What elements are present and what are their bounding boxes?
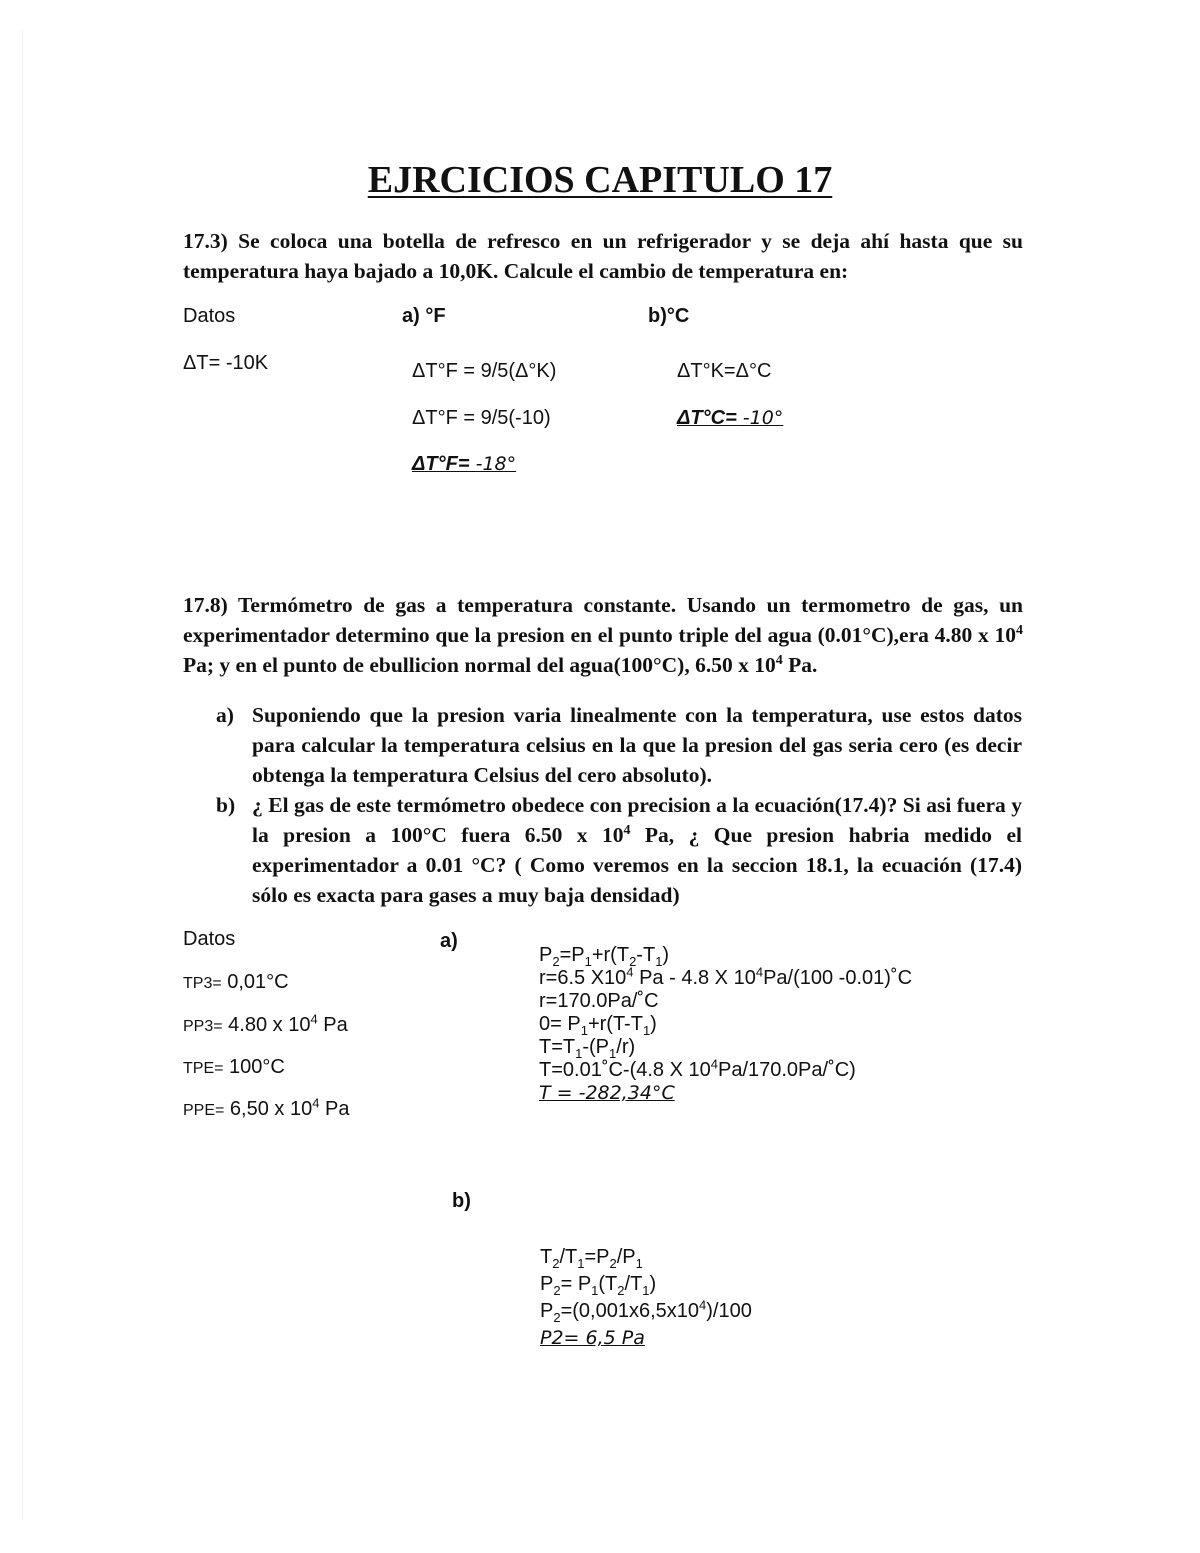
problem-17-3-statement: 17.3) Se coloca una botella de refresco en un refrigerador y se deja ahí hasta que su temperatura haya bajado a 10,0K. Calcule el cambio de temperatura en: xyxy=(183,229,1023,283)
result-b-label: ΔT°C= xyxy=(677,407,737,429)
pp3-exponent: 4 xyxy=(310,1011,318,1027)
result-a-value: -18° xyxy=(469,453,517,475)
formula-b-line1: ΔT°K=Δ°C xyxy=(677,360,772,382)
sol-a-line-4: $0= P_1+r(T-T_1)$ xyxy=(539,1013,657,1038)
datos-label-173: Datos xyxy=(183,305,236,327)
part-a-label-173: a) °F xyxy=(402,305,446,327)
pp3-value: 4.80 x 10 xyxy=(222,1014,311,1036)
sol-b-line-1: $T_2/T_1=P_2/P_1$ xyxy=(540,1246,643,1271)
solution-a-label: a) xyxy=(440,930,458,952)
datos-label-178: Datos xyxy=(183,928,236,950)
pp3-unit: Pa xyxy=(317,1014,348,1036)
sol-a-result: T = -282,34°C xyxy=(539,1082,675,1104)
question-b-exponent: 4 xyxy=(623,822,631,838)
sol-a-line-6: T=0.01˚C-(4.8 X $10^4Pa/170.0Pa/˚C$) xyxy=(539,1056,856,1081)
tp3-value: 0,01°C xyxy=(221,971,289,993)
sol-a-line-5: $T=T_1-(P_1/r)$ xyxy=(539,1036,636,1061)
formula-a-line2: ΔT°F = 9/5(-10) xyxy=(412,407,551,429)
page-edge xyxy=(22,30,23,1520)
sol-a-line-1: $P_2=P_1+r(T_2-T_1)$ xyxy=(539,944,670,969)
sol-b-line-3: $P_2=(0,001x6,5x10^4)/100$ xyxy=(540,1297,752,1325)
part-b-label-173: b)°C xyxy=(648,305,690,327)
question-b-label: b) xyxy=(216,793,236,817)
sol-b-result: P2= 6,5 Pa xyxy=(540,1327,645,1349)
result-b-value: -10° xyxy=(736,407,784,429)
datos-delta-t: ΔT= -10K xyxy=(183,352,269,374)
statement-exponent-1: 4 xyxy=(1016,622,1023,638)
datos-tpe xyxy=(183,1056,285,1079)
ppe-value: 6,50 x 10 xyxy=(224,1098,313,1120)
pp3-label: PP3= xyxy=(183,1018,223,1035)
result-a-label: ΔT°F= xyxy=(412,453,470,475)
solution-b-label: b) xyxy=(452,1190,471,1212)
datos-tp3 xyxy=(183,971,289,994)
statement-exponent-2: 4 xyxy=(775,652,783,668)
tpe-label: TPE= xyxy=(183,1060,224,1077)
formula-a-result xyxy=(412,453,516,476)
statement-part-1: 17.8) Termómetro de gas a temperatura constante. Usando un termometro de gas, un experimentador determino que la presion en el punto triple del agua (0.01°C),era 4.80 x 10 xyxy=(183,593,1023,647)
ppe-label: PPE= xyxy=(183,1102,225,1119)
question-a-label: a) xyxy=(216,703,234,727)
solution-a-formulas xyxy=(539,944,912,1105)
ppe-exponent: 4 xyxy=(312,1095,320,1111)
question-item-b xyxy=(216,790,1022,910)
question-list xyxy=(216,700,1022,910)
sol-a-line-3: r=170.0Pa/˚C xyxy=(539,990,659,1012)
question-a-text: Suponiendo que la presion varia linealmente con la temperatura, use estos datos para calcular la temperatura celsius en la que la presion del gas seria cero (es decir obtenga la temperatura Celsius del cero absoluto). xyxy=(252,703,1022,787)
datos-pp3 xyxy=(183,1011,348,1037)
tp3-label: TP3= xyxy=(183,975,222,992)
formula-b-result xyxy=(677,407,783,430)
formula-a-line1: ΔT°F = 9/5(Δ°K) xyxy=(412,360,557,382)
statement-part-3: Pa. xyxy=(782,653,818,677)
solution-b-formulas xyxy=(540,1244,752,1352)
sol-a-line-2: r=6.5 $X10^4$ Pa - 4.8 X $10^4Pa/(100$ -0.01)˚C xyxy=(539,964,913,989)
datos-ppe xyxy=(183,1095,350,1121)
question-b-text-1: ¿ El gas de este termómetro obedece con precision a la ecuación(17.4)? Si asi fuera y la presion a 100°C fuera 6.50 x 10 xyxy=(252,793,1022,847)
problem-17-8-statement xyxy=(183,590,1023,680)
ppe-unit: Pa xyxy=(319,1098,350,1120)
sol-b-line-2: $P_2= P_1(T_2/T_1)$ xyxy=(540,1273,657,1298)
question-b-text-2: Pa, ¿ Que presion habria medido el experimentador a 0.01 °C? ( Como veremos en la seccion 18.1, la ecuación (17.4) sólo es exacta para gases a muy baja densidad) xyxy=(252,823,1022,907)
statement-part-2: Pa; y en el punto de ebullicion normal del agua(100°C), 6.50 x 10 xyxy=(183,653,776,677)
page-title: EJRCICIOS CAPITULO 17 xyxy=(367,159,833,201)
question-item-a xyxy=(216,700,1022,790)
tpe-value: 100°C xyxy=(223,1056,285,1078)
